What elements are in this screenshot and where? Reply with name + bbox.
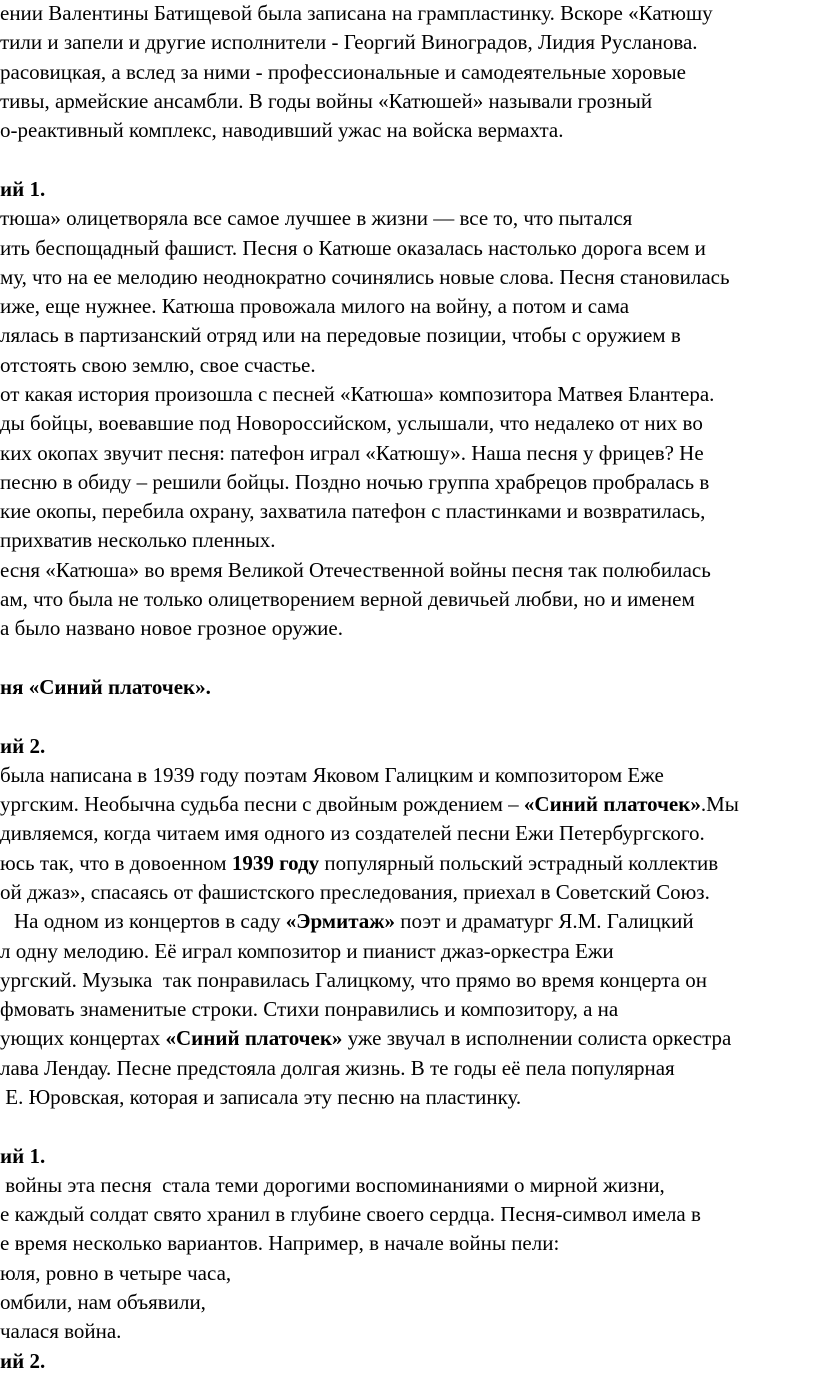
text-segment: е время несколько вариантов. Например, в начале войны пели: (0, 1231, 560, 1255)
text-line (0, 410, 703, 436)
text-line (0, 762, 664, 788)
text-segment: популярный польский эстрадный коллектив (319, 851, 719, 875)
text-segment: му, что на ее мелодию неоднократно сочинялись новые слова. Песня становилась (0, 265, 730, 289)
text-line (0, 791, 739, 817)
text-segment: о-реактивный комплекс, наводивший ужас на войска вермахта. (0, 118, 564, 142)
text-segment: ой джаз», спасаясь от фашистского преследования, приехал в Советский Союз. (0, 880, 710, 904)
text-line (0, 88, 652, 114)
text-segment: Е. Юровская, которая и записала эту песню на пластинку. (0, 1085, 522, 1109)
text-segment: ить беспощадный фашист. Песня о Катюше оказалась настолько дорога всем и (0, 236, 706, 260)
text-line (0, 733, 45, 759)
text-line (0, 527, 276, 553)
text-line (0, 1084, 521, 1110)
text-line (14, 908, 694, 934)
text-line (0, 205, 632, 231)
text-line (0, 938, 614, 964)
text-segment: омбили, нам объявили, (0, 1290, 206, 1314)
text-segment: лава Лендау. Песне предстояла долгая жизнь. В те годы её пела популярная (0, 1056, 675, 1080)
text-segment: юсь так, что в довоенном (0, 851, 232, 875)
text-line (0, 674, 211, 700)
text-segment: была написана в 1939 году поэтам Яковом Галицким и композитором Еже (0, 763, 664, 787)
bold-text-segment: «Синий платочек» (165, 1026, 343, 1050)
text-line (0, 1260, 231, 1286)
text-line (0, 1201, 701, 1227)
text-segment: фмовать знаменитые строки. Стихи понравились и композитору, а на (0, 997, 619, 1021)
text-line (0, 264, 730, 290)
text-segment: иже, еще нужнее. Катюша провожала милого на войну, а потом и сама (0, 294, 630, 318)
text-segment: есня «Катюша» во время Великой Отечественной войны песня так полюбилась (0, 558, 711, 582)
text-segment: а было названо новое грозное оружие. (0, 616, 343, 640)
bold-text-segment: 1939 году (231, 851, 320, 875)
text-segment: лялась в партизанский отряд или на передовые позиции, чтобы с оружием в (0, 323, 681, 347)
text-segment: ургский. Музыка так понравилась Галицкому, что прямо во время концерта он (0, 968, 707, 992)
text-segment: ких окопах звучит песня: патефон играл «Катюшу». Наша песня у фрицев? Не (0, 441, 704, 465)
text-segment: ды бойцы, воевавшие под Новороссийском, услышали, что недалеко от них во (0, 411, 703, 435)
text-line (0, 1289, 206, 1315)
text-segment: тили и запели и другие исполнители - Георгий Виноградов, Лидия Русланова. (0, 30, 698, 54)
bold-text-segment: «Эрмитаж» (285, 909, 396, 933)
text-segment: дивляемся, когда читаем имя одного из создателей песни Ежи Петербургского. (0, 821, 705, 845)
text-line (0, 59, 686, 85)
text-line (0, 498, 705, 524)
text-segment: уже звучал в исполнении солиста оркестра (342, 1026, 732, 1050)
text-segment: е каждый солдат свято хранил в глубине своего сердца. Песня-символ имела в (0, 1202, 701, 1226)
text-segment: ении Валентины Батищевой была записана на грампластинку. Вскоре «Катюшу (0, 1, 713, 25)
text-segment: поэт и драматург Я.М. Галицкий (395, 909, 694, 933)
bold-text-segment: ий 2. (0, 734, 46, 758)
text-segment: тивы, армейские ансамбли. В годы войны «Катюшей» называли грозный (0, 89, 653, 113)
text-line (0, 0, 713, 26)
text-segment: войны эта песня стала теми дорогими воспоминаниями о мирной жизни, (0, 1173, 665, 1197)
text-segment: ам, что была не только олицетворением верной девичьей любви, но и именем (0, 587, 695, 611)
text-segment: песню в обиду – решили бойцы. Поздно ночью группа храбрецов пробралась в (0, 470, 710, 494)
text-line (0, 235, 706, 261)
text-line (0, 1172, 665, 1198)
text-line (0, 322, 681, 348)
text-line (0, 557, 711, 583)
text-line (0, 381, 714, 407)
bold-text-segment: ня «Синий платочек». (0, 675, 211, 699)
text-segment: .Мы (700, 792, 739, 816)
text-line (0, 879, 710, 905)
text-line (0, 117, 563, 143)
text-line (0, 996, 618, 1022)
text-line (0, 850, 718, 876)
bold-text-segment: ий 1. (0, 1144, 46, 1168)
text-segment: чалася война. (0, 1319, 122, 1343)
text-line (0, 29, 698, 55)
text-line (0, 352, 316, 378)
text-line (0, 176, 45, 202)
text-segment: ующих концертах (0, 1026, 166, 1050)
text-segment: тюша» олицетворяла все самое лучшее в жизни — все то, что пытался (0, 206, 633, 230)
text-line (0, 440, 704, 466)
text-line (0, 967, 707, 993)
text-line (0, 1348, 45, 1374)
text-line (0, 1318, 121, 1344)
text-segment: ургским. Необычна судьба песни с двойным рождением – (0, 792, 524, 816)
text-line (0, 586, 695, 612)
text-segment: кие окопы, перебила охрану, захватила патефон с пластинками и возвратилась, (0, 499, 706, 523)
text-segment: отстоять свою землю, свое счастье. (0, 353, 316, 377)
text-segment: прихватив несколько пленных. (0, 528, 276, 552)
text-segment: л одну мелодию. Её играл композитор и пианист джаз-оркестра Ежи (0, 939, 614, 963)
bold-text-segment: ий 2. (0, 1349, 46, 1373)
bold-text-segment: «Синий платочек» (523, 792, 701, 816)
text-segment: На одном из концертов в саду (14, 909, 286, 933)
text-line (0, 293, 629, 319)
text-segment: юля, ровно в четыре часа, (0, 1261, 232, 1285)
text-line (0, 1143, 45, 1169)
text-segment: от какая история произошла с песней «Катюша» композитора Матвея Блантера. (0, 382, 715, 406)
text-line (0, 615, 343, 641)
text-line (0, 1055, 675, 1081)
text-line (0, 1025, 731, 1051)
text-line (0, 1230, 559, 1256)
text-segment: расовицкая, а вслед за ними - профессиональные и самодеятельные хоровые (0, 60, 686, 84)
text-line (0, 469, 709, 495)
bold-text-segment: ий 1. (0, 177, 46, 201)
text-line (0, 820, 705, 846)
